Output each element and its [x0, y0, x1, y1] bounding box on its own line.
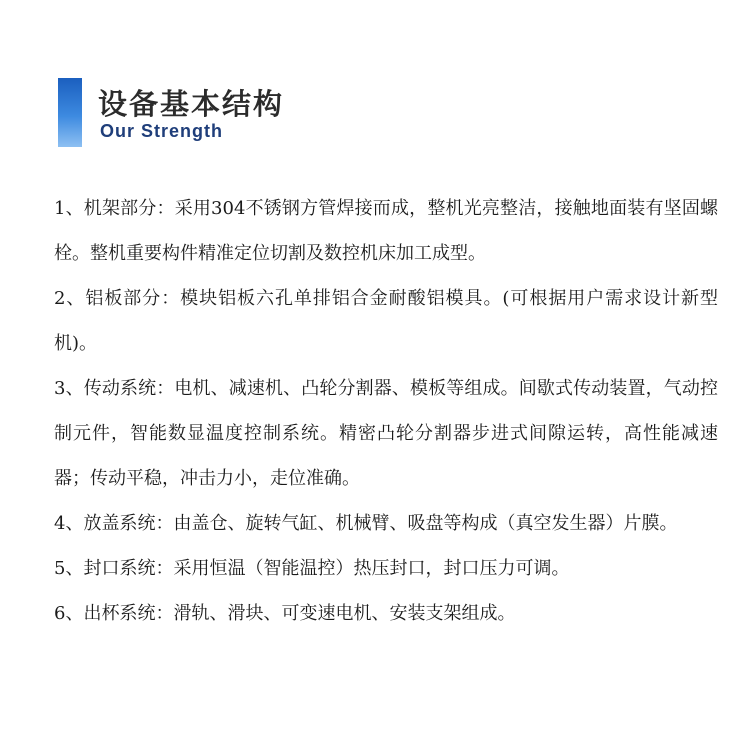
section-subtitle: Our Strength — [100, 121, 223, 141]
structure-list — [54, 186, 718, 636]
title-accent-bar — [58, 78, 82, 147]
list-item: 6、出杯系统：滑轨、滑块、可变速电机、安装支架组成。 — [54, 603, 516, 624]
list-item: 1、机架部分：采用304不锈钢方管焊接而成，整机光亮整洁，接触地面装有坚固螺栓。整机重要构件精准定位切割及数控机床加工成型。 — [54, 198, 718, 264]
list-item: 3、传动系统：电机、减速机、凸轮分割器、模板等组成。间歇式传动装置，气动控制元件，智能数显温度控制系统。精密凸轮分割器步进式间隙运转，高性能减速器；传动平稳，冲击力小，走位准确。 — [54, 378, 718, 489]
list-item: 4、放盖系统：由盖仓、旋转气缸、机械臂、吸盘等构成（真空发生器）片膜。 — [54, 513, 678, 534]
section-title: 设备基本结构 — [98, 87, 285, 121]
list-item: 5、封口系统：采用恒温（智能温控）热压封口，封口压力可调。 — [54, 558, 570, 579]
list-item: 2、铝板部分：模块铝板六孔单排铝合金耐酸铝模具。(可根据用户需求设计新型机)。 — [54, 288, 718, 354]
section-header — [58, 78, 378, 150]
